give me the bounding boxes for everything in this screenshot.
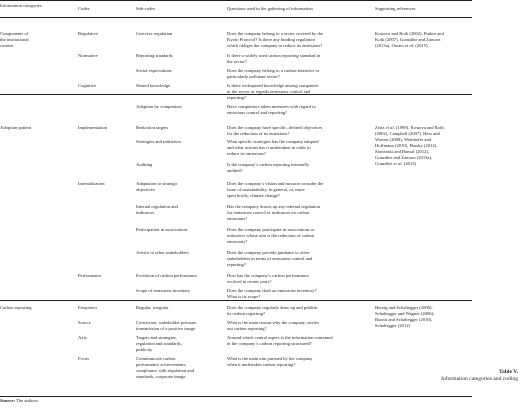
cell-line: Strategies and initiatives [136,139,182,144]
cell-line: Is there a widely used carbon reporting standard in [227,53,321,58]
cell-line: Kyoto Protocol? Is there any binding regulation [227,37,315,42]
cell-line: Burritt and Schaltegger (2010), [375,317,433,322]
cell-line: Axis [78,335,87,340]
cell-line: Has the company drawn up any internal regulation [227,204,320,209]
cell-line: performance achievements, [136,362,187,367]
cell-line: Communicate carbon [136,356,176,361]
cell-line: (2013a), Orsato et al. (2015) [375,43,428,48]
cell-line: Herzig and Schaltegger (2006), [375,305,433,310]
cell-line: Participation in associations [136,227,188,232]
cell-line: (2002), Campbell (2007), Hess and [375,131,440,136]
cell-line: emissions? [227,239,248,244]
table-source-note [0,398,38,404]
cell-line: particularly pollutant sector? [227,74,280,79]
cell-line: objectives [136,187,155,192]
cell-line: Does the company provide guidance to other [227,250,310,255]
table-title: Information categories and coding [441,375,518,382]
cell-line: What is the main aim pursued by the company [227,356,313,361]
cell-line: initiatives whose aim is the reduction of carbon [227,233,315,238]
cell-line: emissions? [227,216,248,221]
cell-line: its carbon reporting? [227,311,266,316]
cell-line: How has the company’s carbon performance [227,273,310,278]
cell-line: Reporting standards [136,53,173,58]
cell-line: Components of [0,31,29,36]
header-subcode: Sub-codes [136,6,156,11]
cell-line: Frequency [78,305,98,310]
cell-line: in the sector as regards emissions control and [227,89,311,94]
section-divider [0,300,472,301]
cell-line: Cognitive [78,83,97,88]
source-text: The authors [14,398,38,403]
cell-line: Internal regulation and [136,204,178,209]
cell-line: Warren (2008), Weinhofer and [375,137,432,142]
cell-line: Shared knowledge [136,83,171,88]
cell-line: Does the company belong to a carbon-intensive or [227,68,320,73]
cell-line: Advice to other stakeholders [136,250,189,255]
table-top-rule [0,0,472,1]
cell-line: Auditing [136,162,153,167]
table-caption [441,369,518,382]
cell-line: Slawinski and Bansal (2012), [375,149,430,154]
cell-line: Coercive regulation [136,31,173,36]
cell-line: Is the company’s carbon reporting externally [227,162,310,167]
cell-line: What is its scope? [227,294,261,299]
cell-line: for the reduction of its emissions? [227,131,290,136]
cell-line: issue of sustainability, in general, or, more [227,187,305,192]
cell-line: evolved in recent years? [227,279,272,284]
cell-line: Performance [78,273,102,278]
section-divider [0,17,472,18]
cell-line: Zeitz et al. (1999), Kostova and Roth [375,125,444,130]
cell-line: Normative [78,53,98,58]
header-reference: Supporting references [375,6,416,11]
cell-line: Does the company’s vision and mission consider the [227,181,324,186]
cell-line: Conviction, stakeholder pressure, [136,320,198,325]
cell-line: when it undertakes carbon reporting? [227,362,296,367]
header-code: Codes [78,6,90,11]
cell-line: which obliges the company to reduce its emissions? [227,43,323,48]
cell-line: What specific strategies has the company adopted [227,139,319,144]
cell-line: Implementation [78,125,108,130]
cell-line: Source [78,320,91,325]
cell-line: regulation and standards, [136,341,183,346]
table-bottom-rule [0,396,472,397]
cell-line: Regular, irregular [136,305,169,310]
cell-line: and what actions has it undertaken in order to [227,145,311,150]
cell-line: Kolk (2007), González and Zamora [375,37,441,42]
cell-line: Hoffmann (2010), Hrasky (2012), [375,143,438,148]
cell-line: What is the main reason why the company carries [227,320,319,325]
cell-line: Does the company draft an emissions inventory? [227,288,317,293]
cell-line: Scope of emissions inventory [136,288,191,293]
cell-line: transmission of a positive image [136,326,196,331]
cell-line: Around which central aspect is the information contained [227,335,333,340]
source-label: Source: [0,398,15,403]
cell-line: for emissions control or indicators on carbon [227,210,310,215]
cell-line: Is there widespread knowledge among companies [227,83,319,88]
cell-line: reduce its emissions? [227,151,267,156]
cell-line: the institutional [0,37,29,42]
header-question: Questions used in the gathering of information [227,6,313,11]
cell-line: out carbon reporting? [227,326,267,331]
cell-line: indicators [136,210,155,215]
cell-line: Adoption pattern [0,125,32,130]
cell-line: Social expectations [136,68,172,73]
cell-line: stakeholders in terms of emissions control and [227,256,313,261]
cell-line: publicity [136,347,153,352]
cell-line: Targets and strategies, [136,335,177,340]
cell-line: Adoption by competitors [136,104,182,109]
cell-line: Does the company belong to a sector covered by the [227,31,324,36]
cell-line: Focus [78,356,89,361]
cell-line: Evolution of carbon performance [136,273,198,278]
cell-line: Have competitors taken measures with regard to [227,104,316,109]
cell-line: reporting? [227,262,246,267]
cell-line: the sector? [227,59,247,64]
cell-line: Internalisation [78,181,105,186]
cell-line: Adaptation to strategic [136,181,178,186]
cell-line: Reduction targets [136,125,169,130]
cell-line: reporting? [227,95,246,100]
cell-line: in the company’s carbon reporting structured? [227,341,312,346]
table-number: Table V. [498,369,518,375]
cell-line: Schaltegger (2012) [375,323,411,328]
cell-line: audited? [227,168,243,173]
cell-line: emissions control and reporting? [227,110,288,115]
cell-line: Schaltegger and Wagner (2006), [375,311,435,316]
cell-line: compliance with regulation and [136,368,195,373]
cell-line: specifically, climate change? [227,193,280,198]
header-category: Information categories [0,3,42,8]
cell-line: Does the company regularly draw up and publish [227,305,318,310]
cell-line: González and Zamora (2013a), [375,155,433,160]
cell-line: Regulative [78,31,98,36]
cell-line: context [0,43,14,48]
cell-line: Does the company have specific, defined objectives [227,125,323,130]
cell-line: standards, corporate image [136,374,186,379]
cell-line: Does the company participate in associations or [227,227,315,232]
cell-line: Kostova and Roth (2002), Pinkse and [375,31,444,36]
cell-line: Carbon reporting [0,305,32,310]
cell-line: González et al. (2015) [375,161,417,166]
